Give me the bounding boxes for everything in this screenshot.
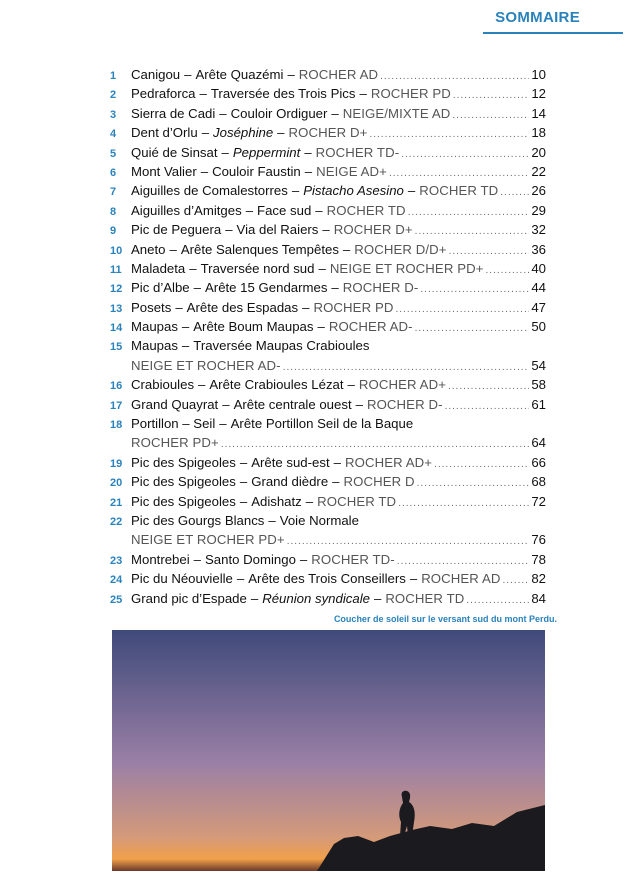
toc-entry-summit: Maupas	[131, 338, 178, 354]
toc-entry-number: 16	[110, 380, 123, 393]
toc-entry-route: Pistacho Asesino	[303, 183, 404, 199]
toc-entry-number: 6	[110, 166, 117, 179]
toc-line	[110, 162, 546, 181]
toc-entry-route: Traversée des Trois Pics	[210, 86, 356, 102]
toc-entry-separator: –	[373, 590, 382, 606]
toc-entry-summit: Crabioules	[131, 377, 195, 393]
toc-entry-summit: Pic des Spigeoles	[131, 493, 236, 509]
toc-entry-title	[131, 569, 421, 588]
toc-entry-number: 20	[110, 477, 123, 490]
toc-entry-separator: –	[198, 377, 206, 393]
toc-entry[interactable]	[110, 84, 546, 103]
toc-line	[110, 259, 546, 278]
toc-entry-number: 22	[110, 515, 123, 528]
toc-entry-page: 72	[531, 493, 546, 509]
toc-entry-grade: ROCHER TD-	[311, 551, 395, 567]
toc-line	[110, 414, 546, 433]
toc-entry-number: 8	[110, 205, 117, 218]
toc-entry-grade: ROCHER PD+	[131, 435, 219, 451]
toc-entry[interactable]	[110, 414, 546, 453]
toc-entry[interactable]	[110, 375, 546, 394]
toc-entry-grade: ROCHER AD+	[358, 377, 446, 393]
toc-entry-separator: –	[181, 338, 190, 354]
toc-entry-summit: Canigou	[131, 67, 181, 82]
toc-entry-page: 22	[531, 163, 546, 179]
toc-entry-title	[131, 143, 316, 162]
toc-entry-separator: –	[225, 222, 233, 238]
toc-entry-route: Voie Normale	[279, 512, 359, 528]
toc-entry-page: 14	[531, 105, 546, 121]
toc-line	[110, 123, 546, 142]
toc-entry-summit: Pic des Gourgs Blancs	[131, 512, 265, 528]
toc-entry-route: Réunion syndicale	[262, 590, 370, 606]
toc-entry-summit: Pic des Spigeoles	[131, 474, 236, 490]
toc-entry-number: 17	[110, 399, 123, 412]
toc-entry-separator: –	[239, 454, 248, 470]
toc-entry[interactable]	[110, 569, 546, 588]
toc-entry-separator: –	[315, 202, 323, 218]
toc-entry[interactable]	[110, 104, 546, 123]
toc-entry-separator: –	[239, 474, 248, 490]
toc-entry-number: 14	[110, 322, 123, 335]
toc-entry-separator: –	[291, 183, 300, 199]
toc-entry-separator: –	[331, 105, 339, 121]
toc-entry[interactable]	[110, 259, 546, 278]
toc-entry-grade: ROCHER PD	[313, 299, 394, 315]
toc-entry-route: Arête 15 Gendarmes	[205, 280, 328, 296]
toc-entry-page: 66	[531, 454, 546, 470]
toc-entry-title	[131, 201, 327, 220]
toc-entry-separator: –	[355, 396, 363, 412]
toc-entry-separator: –	[304, 144, 312, 160]
toc-entry-route: Arête Portillon Seil de la Baque	[230, 416, 414, 432]
toc-entry-separator: –	[318, 260, 326, 276]
toc-entry-title	[131, 278, 343, 297]
toc-line	[110, 317, 546, 336]
toc-entry-title	[131, 375, 359, 394]
toc-entry-page: 84	[531, 590, 546, 606]
toc-entry-separator: –	[409, 571, 418, 587]
toc-entry[interactable]	[110, 181, 546, 200]
toc-entry-page: 68	[531, 474, 546, 490]
toc-line	[110, 298, 546, 317]
toc-entry-page: 58	[531, 377, 546, 393]
toc-entry-summit: Mont Valier	[131, 163, 197, 179]
toc-line	[110, 181, 546, 200]
toc-entry-number: 7	[110, 186, 117, 199]
toc-entry-route: Arête des Trois Conseillers	[248, 571, 406, 587]
toc-entry-separator: –	[184, 67, 192, 82]
toc-entry-title	[131, 181, 419, 200]
toc-entry-route: Arête Salenques Tempêtes	[180, 241, 339, 257]
toc-entry-grade: ROCHER D-	[342, 280, 419, 296]
toc-entry-separator: –	[189, 260, 197, 276]
toc-entry-separator: –	[333, 454, 341, 470]
toc-line	[110, 240, 546, 259]
toc-entry-grade: ROCHER D/D+	[354, 241, 447, 257]
toc-entry-separator: –	[250, 590, 259, 606]
toc-entry-route: Couloir Ordiguer	[230, 105, 328, 121]
toc-entry-grade: ROCHER AD-	[328, 319, 413, 335]
toc-entry-separator: –	[169, 241, 177, 257]
toc-entry-page: 64	[531, 435, 546, 451]
toc-entry-separator: –	[219, 105, 227, 121]
toc-entry-separator: –	[221, 144, 229, 160]
toc-entry-title	[131, 550, 311, 569]
toc-entry-title	[131, 492, 317, 511]
toc-entry[interactable]	[110, 511, 546, 550]
toc-line	[110, 375, 546, 394]
toc-entry[interactable]	[110, 472, 546, 491]
toc-entry-separator: –	[239, 493, 248, 509]
toc-entry-separator: –	[302, 299, 310, 315]
toc-entry-summit: Portillon – Seil	[131, 416, 216, 432]
toc-entry-separator: –	[181, 319, 190, 335]
toc-entry-grade: ROCHER TD	[385, 590, 465, 606]
toc-entry-route: Arête Quazémi	[195, 67, 284, 82]
toc-entry-route: Traversée nord sud	[200, 260, 315, 276]
toc-entry[interactable]	[110, 143, 546, 162]
toc-entry-grade: NEIGE ET ROCHER PD+	[329, 260, 484, 276]
toc-entry[interactable]	[110, 336, 546, 375]
toc-entry-route: Peppermint	[232, 144, 301, 160]
toc-entry-route: Adishatz	[251, 493, 302, 509]
toc-entry-page: 78	[531, 551, 546, 567]
toc-entry-grade: ROCHER TD	[326, 202, 406, 218]
toc-entry-grade: ROCHER D-	[366, 396, 443, 412]
toc-line	[110, 143, 546, 162]
toc-entry-summit: Dent d’Orlu	[131, 125, 198, 141]
toc-entry-summit: Aneto	[131, 241, 166, 257]
toc-line	[110, 472, 546, 491]
toc-entry-summit: Pic de Peguera	[131, 222, 222, 238]
toc-line	[110, 104, 546, 123]
toc-entry-separator: –	[200, 163, 209, 179]
toc-entry[interactable]	[110, 162, 546, 181]
toc-entry-summit: Grand Quayrat	[131, 396, 219, 412]
toc-entry-separator: –	[305, 493, 314, 509]
toc-line-continued	[110, 530, 546, 549]
toc-entry-grade: NEIGE/MIXTE AD	[342, 105, 451, 121]
toc-line	[110, 278, 546, 297]
toc-entry-separator: –	[277, 125, 285, 141]
toc-entry-number: 19	[110, 457, 123, 470]
toc-entry[interactable]	[110, 492, 546, 511]
toc-line-continued	[110, 433, 546, 452]
toc-entry-separator: –	[193, 551, 201, 567]
toc-entry-route: Couloir Faustin	[212, 163, 301, 179]
toc-entry-page: 10	[531, 67, 546, 82]
toc-entry-route: Santo Domingo	[205, 551, 296, 567]
toc-entry-summit: Aiguilles de Comalestorres	[131, 183, 288, 199]
toc-entry-separator: –	[322, 222, 330, 238]
toc-entry-separator: –	[304, 163, 313, 179]
toc-line	[110, 336, 546, 355]
toc-entry-title	[131, 453, 345, 472]
toc-entry-grade: NEIGE ET ROCHER PD+	[131, 532, 285, 548]
toc-entry[interactable]	[110, 201, 546, 220]
toc-entry-grade: ROCHER TD-	[315, 144, 400, 160]
toc-entry[interactable]	[110, 589, 546, 608]
toc-entry-summit: Quié de Sinsat	[131, 144, 218, 160]
toc-entry-grade: ROCHER D+	[333, 222, 413, 238]
dot-leader	[466, 591, 529, 610]
toc-entry-separator: –	[359, 86, 367, 102]
toc-entry-title	[131, 162, 316, 181]
toc-entry-route: Joséphine	[213, 125, 274, 141]
toc-entry-grade: ROCHER AD+	[344, 454, 433, 470]
toc-entry-route: Via del Raiers	[236, 222, 319, 238]
toc-entry-grade: ROCHER TD	[317, 493, 397, 509]
toc-entry-number: 5	[110, 147, 117, 160]
toc-entry-separator: –	[219, 416, 227, 432]
photo-caption: Coucher de soleil sur le versant sud du mont Perdu.	[333, 614, 557, 624]
toc-entry-title	[131, 240, 354, 259]
toc-entry-route: Grand dièdre	[251, 474, 329, 490]
table-of-contents	[110, 65, 546, 608]
toc-entry-page: 12	[531, 86, 546, 102]
toc-entry-separator: –	[199, 86, 207, 102]
toc-entry-summit: Posets	[131, 299, 172, 315]
toc-entry-number: 25	[110, 593, 123, 606]
toc-entry-page: 18	[531, 125, 546, 141]
toc-entry-separator: –	[332, 474, 340, 490]
toc-entry-summit: Pic d’Albe	[131, 280, 190, 296]
title-underline	[483, 32, 623, 34]
toc-entry-separator: –	[236, 571, 245, 587]
toc-entry-page: 36	[531, 241, 546, 257]
toc-line	[110, 550, 546, 569]
toc-entry-page: 32	[531, 222, 546, 238]
toc-line	[110, 201, 546, 220]
toc-entry-page: 54	[531, 357, 546, 373]
toc-entry[interactable]	[110, 65, 546, 84]
toc-entry-route: Traversée Maupas Crabioules	[193, 338, 370, 354]
toc-line	[110, 492, 546, 511]
toc-line	[110, 65, 546, 84]
toc-entry-title	[131, 414, 413, 433]
toc-entry-page: 26	[531, 183, 546, 199]
toc-entry-separator: –	[299, 551, 308, 567]
toc-entry-page: 29	[531, 202, 546, 218]
toc-entry-route: Arête des Espadas	[186, 299, 299, 315]
toc-entry-summit: Maupas	[131, 319, 178, 335]
toc-entry-title	[131, 317, 329, 336]
toc-entry-separator: –	[407, 183, 416, 199]
toc-entry[interactable]	[110, 550, 546, 569]
toc-entry-separator: –	[201, 125, 210, 141]
toc-entry-page: 50	[531, 319, 546, 335]
toc-entry-title	[131, 472, 344, 491]
toc-entry-route: Arête Boum Maupas	[193, 319, 314, 335]
toc-line	[110, 84, 546, 103]
toc-entry-grade: ROCHER TD	[419, 183, 499, 199]
toc-entry[interactable]	[110, 395, 546, 414]
toc-entry[interactable]	[110, 317, 546, 336]
toc-entry-number: 18	[110, 419, 123, 432]
toc-entry-grade: ROCHER D+	[288, 125, 368, 141]
toc-entry-page: 44	[531, 280, 546, 296]
page-title: SOMMAIRE	[495, 9, 580, 26]
toc-entry-number: 23	[110, 554, 123, 567]
toc-entry[interactable]	[110, 278, 546, 297]
toc-entry-separator: –	[331, 280, 339, 296]
toc-entry-number: 10	[110, 244, 123, 257]
toc-entry-title	[131, 84, 371, 103]
toc-entry[interactable]	[110, 220, 546, 239]
toc-entry-title	[131, 589, 385, 608]
toc-entry-separator: –	[222, 396, 230, 412]
toc-entry-number: 24	[110, 574, 123, 587]
sunset-photo	[112, 630, 545, 871]
toc-entry-title	[131, 220, 334, 239]
toc-entry-title	[131, 65, 299, 84]
toc-line	[110, 569, 546, 588]
toc-entry-separator: –	[342, 241, 351, 257]
toc-entry-title	[131, 104, 343, 123]
toc-entry-summit: Pedraforca	[131, 86, 196, 102]
toc-entry-summit: Grand pic d’Espade	[131, 590, 247, 606]
toc-entry-page: 76	[531, 532, 546, 548]
toc-entry-title	[131, 298, 313, 317]
toc-entry-number: 1	[110, 70, 117, 82]
toc-entry-summit: Aiguilles d’Amitges	[131, 202, 242, 218]
toc-entry-separator: –	[175, 299, 183, 315]
toc-entry-separator: –	[287, 67, 295, 82]
toc-line	[110, 511, 546, 530]
toc-entry-grade: NEIGE AD+	[316, 163, 387, 179]
toc-entry-route: Arête sud-est	[251, 454, 330, 470]
toc-entry-separator: –	[268, 512, 276, 528]
toc-entry-route: Arête Crabioules Lézat	[209, 377, 344, 393]
toc-entry-grade: ROCHER D	[343, 474, 415, 490]
toc-entry-summit: Pic des Spigeoles	[131, 454, 236, 470]
toc-entry-number: 2	[110, 89, 117, 102]
toc-entry-title	[131, 259, 330, 278]
toc-entry-title	[131, 123, 289, 142]
toc-entry-title	[131, 336, 369, 355]
toc-entry-grade: NEIGE ET ROCHER AD-	[131, 357, 281, 373]
toc-entry-separator: –	[317, 319, 325, 335]
toc-entry-page: 40	[531, 260, 546, 276]
toc-entry-title	[131, 395, 367, 414]
toc-entry-number: 13	[110, 302, 123, 315]
toc-entry-number: 9	[110, 225, 117, 238]
toc-entry-page: 47	[531, 299, 546, 315]
toc-entry-separator: –	[193, 280, 201, 296]
toc-entry-number: 11	[110, 263, 122, 276]
toc-entry[interactable]	[110, 123, 546, 142]
toc-entry-number: 4	[110, 128, 117, 141]
toc-line	[110, 453, 546, 472]
toc-entry-number: 12	[110, 283, 123, 296]
toc-entry-summit: Sierra de Cadi	[131, 105, 216, 121]
toc-line	[110, 220, 546, 239]
toc-entry-page: 82	[531, 571, 546, 587]
toc-entry[interactable]	[110, 298, 546, 317]
toc-entry-summit: Pic du Néouvielle	[131, 571, 233, 587]
toc-line	[110, 589, 546, 608]
toc-entry-page: 61	[531, 396, 546, 412]
toc-entry-grade: ROCHER PD	[370, 86, 451, 102]
toc-entry-number: 15	[110, 341, 123, 354]
toc-entry-grade: ROCHER AD	[421, 571, 501, 587]
toc-entry[interactable]	[110, 453, 546, 472]
toc-entry-separator: –	[347, 377, 355, 393]
toc-entry-summit: Maladeta	[131, 260, 186, 276]
toc-line	[110, 395, 546, 414]
toc-entry-separator: –	[245, 202, 254, 218]
toc-entry-page: 20	[531, 144, 546, 160]
toc-line-continued	[110, 356, 546, 375]
toc-entry-title	[131, 511, 359, 530]
toc-entry-route: Arête centrale ouest	[233, 396, 352, 412]
toc-entry-summit: Montrebei	[131, 551, 190, 567]
toc-entry-number: 3	[110, 108, 117, 121]
toc-entry[interactable]	[110, 240, 546, 259]
toc-entry-route: Face sud	[257, 202, 312, 218]
toc-entry-number: 21	[110, 496, 123, 509]
toc-entry-grade: ROCHER AD	[298, 67, 379, 82]
